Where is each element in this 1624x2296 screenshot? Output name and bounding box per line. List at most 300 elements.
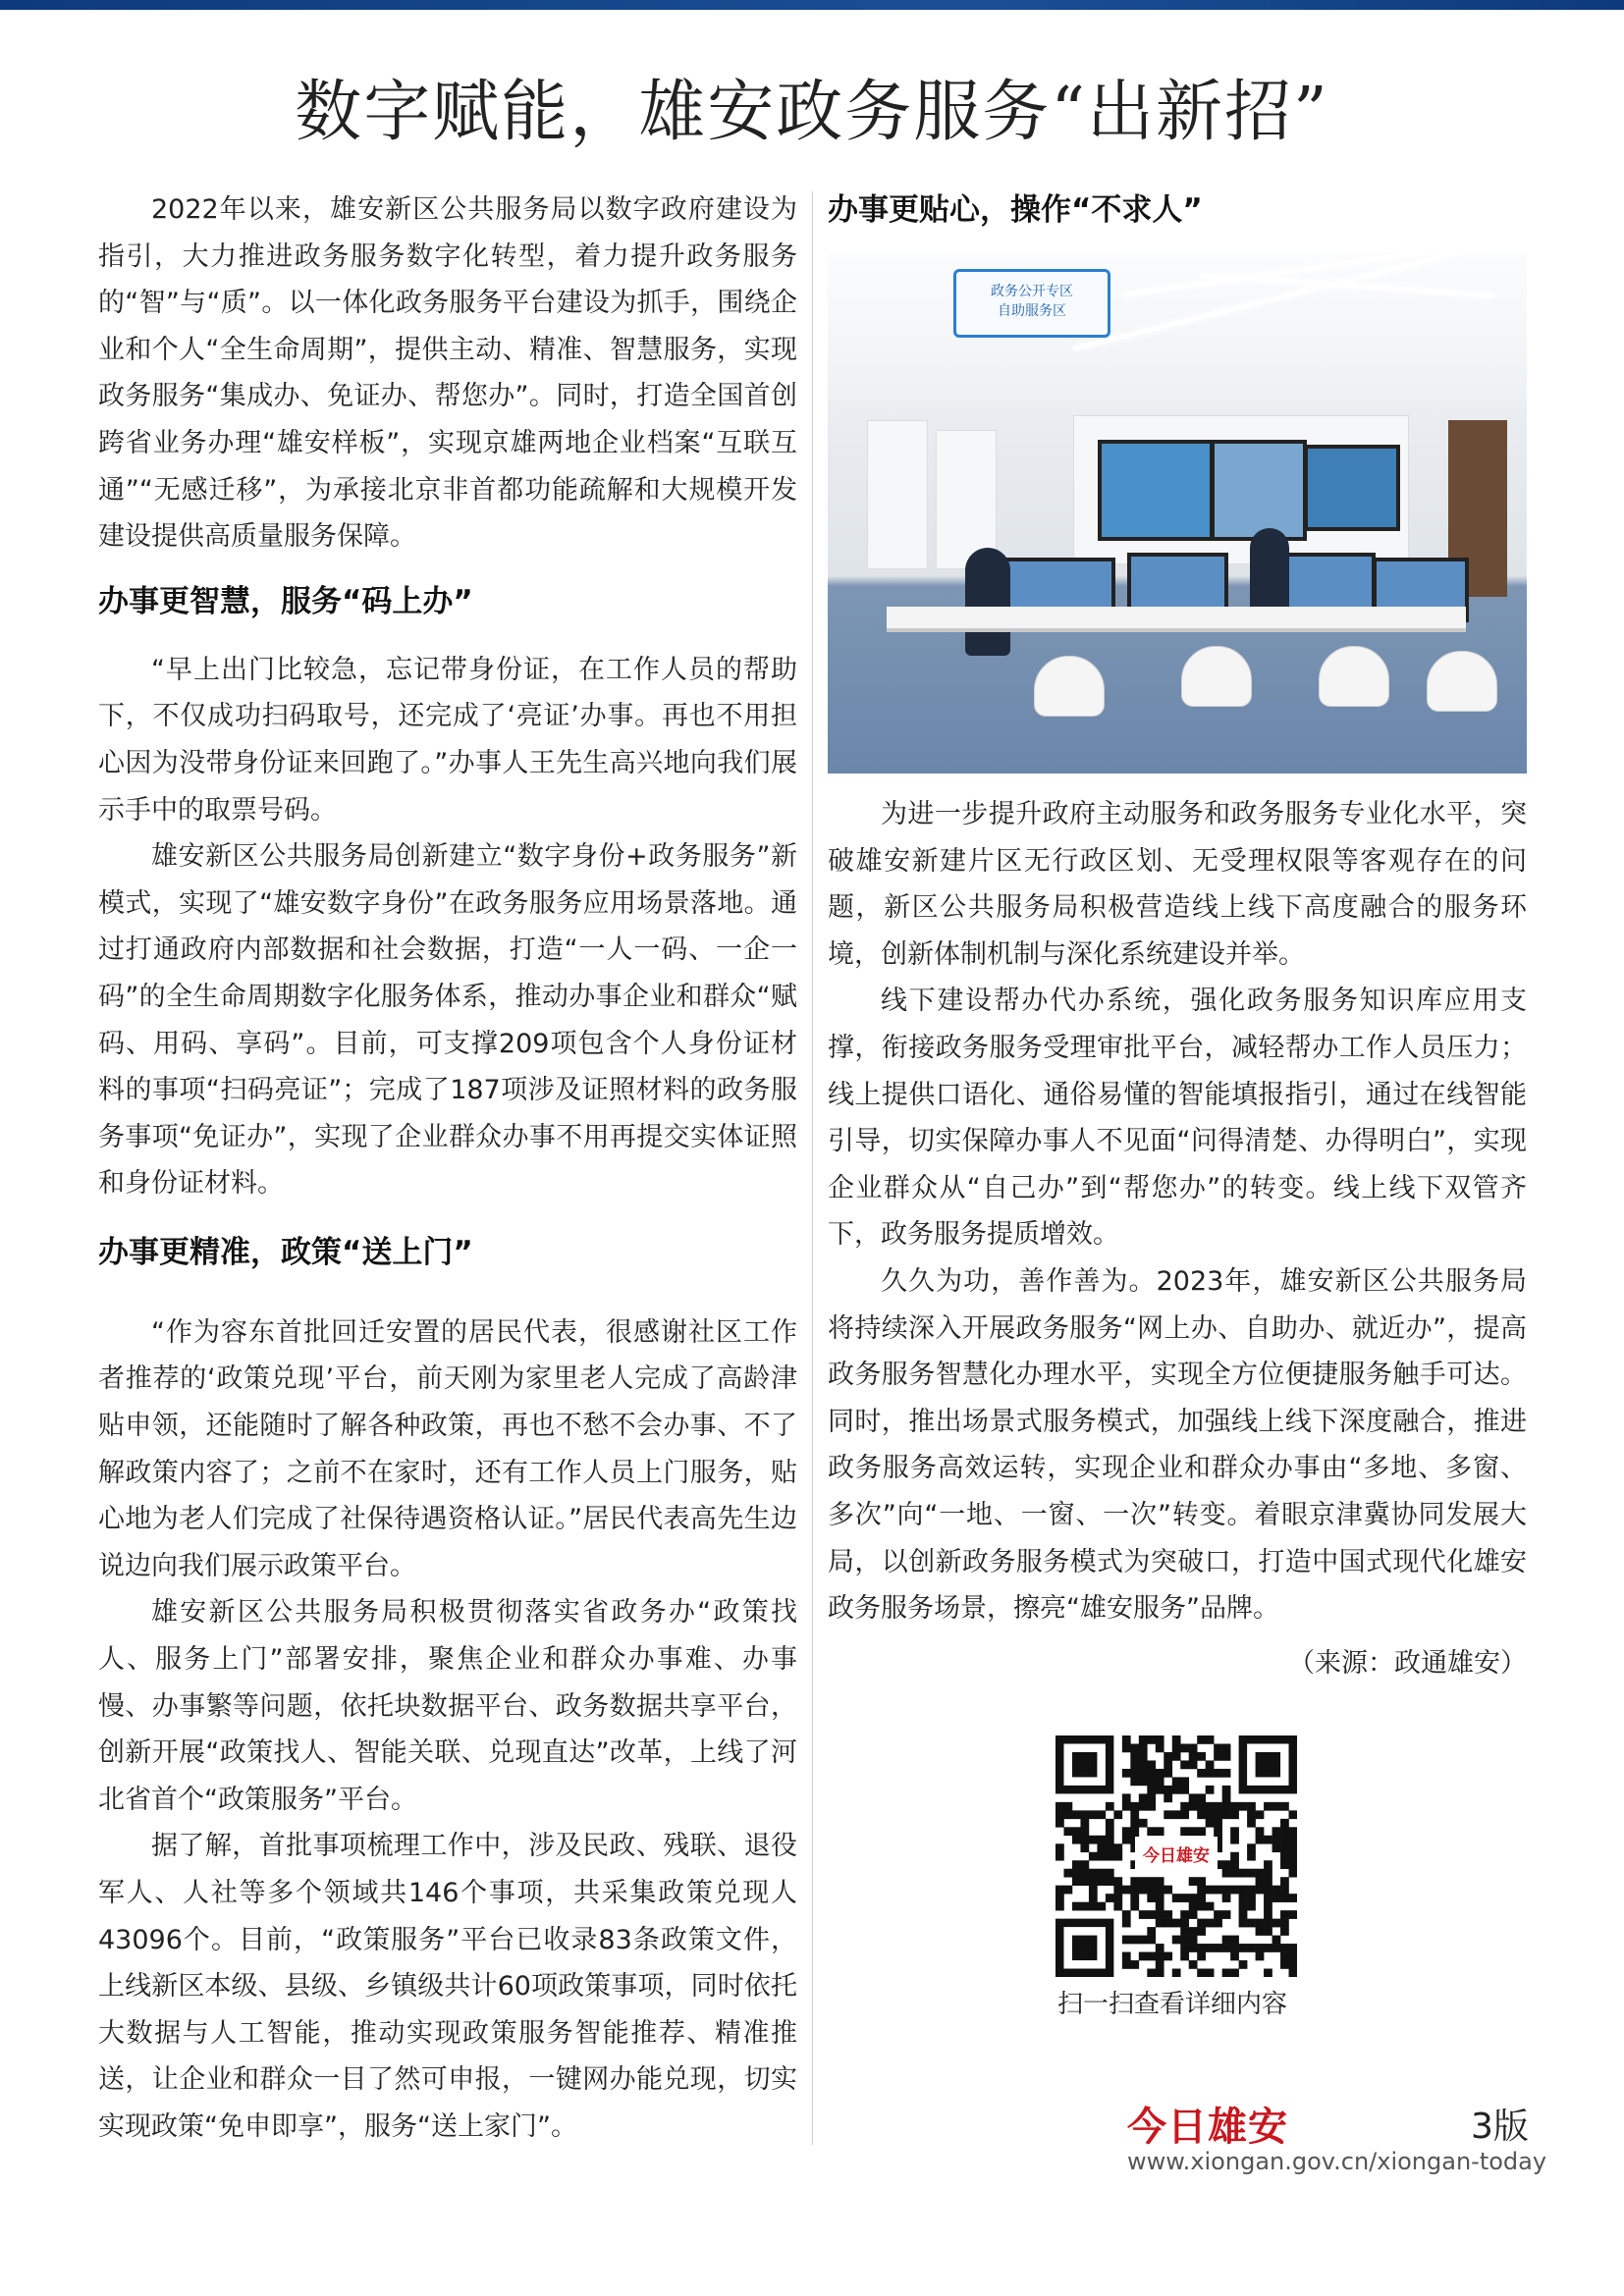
- intro-paragraph: 2022年以来，雄安新区公共服务局以数字政府建设为指引，大力推进政务服务数字化转型，着力提升政务服务的“智”与“质”。以一体化政务服务平台建设为抓手，围绕企业和个人“全生命周期”，提供主动、精准、智慧服务，实现政务服务“集成办、免证办、帮您办”。同时，打造全国首创跨省业务办理“雄安样板”，实现京雄两地企业档案“互联互通”“无感迁移”，为承接北京非首都功能疏解和大规模开发建设提供高质量服务保障。: [98, 194, 797, 553]
- kiosk: [867, 420, 928, 569]
- qr-module: [1122, 1793, 1131, 1802]
- qr-module: [1197, 1952, 1206, 1961]
- qr-module: [1113, 1843, 1122, 1852]
- qr-module: [1164, 1786, 1172, 1794]
- qr-module: [1130, 1877, 1139, 1886]
- chair: [1319, 646, 1389, 707]
- qr-module: [1072, 1836, 1081, 1844]
- qr-module: [1247, 1944, 1256, 1952]
- staff-person: [1250, 528, 1289, 616]
- qr-module: [1189, 1752, 1198, 1761]
- qr-caption: 扫一扫查看详细内容: [1056, 1990, 1287, 2019]
- qr-module: [1147, 1827, 1156, 1836]
- qr-module: [1289, 1969, 1297, 1977]
- qr-module: [1172, 1936, 1181, 1945]
- wall-screen: [1304, 445, 1400, 531]
- qr-module: [1097, 1869, 1106, 1878]
- qr-module: [1222, 1786, 1231, 1794]
- qr-module: [1230, 1802, 1239, 1811]
- qr-module: [1122, 1743, 1131, 1752]
- qr-module: [1072, 1902, 1081, 1911]
- qr-module: [1063, 1827, 1072, 1836]
- qr-module: [1056, 1902, 1064, 1911]
- qr-module: [1289, 1944, 1297, 1952]
- qr-module: [1197, 1735, 1206, 1744]
- qr-module: [1214, 1810, 1222, 1819]
- qr-module: [1280, 1894, 1289, 1902]
- qr-module: [1156, 1777, 1164, 1786]
- qr-module: [1214, 1819, 1222, 1828]
- qr-module: [1172, 1743, 1181, 1752]
- qr-module: [1106, 1869, 1114, 1878]
- qr-module: [1222, 1910, 1231, 1919]
- qr-module: [1063, 1802, 1072, 1811]
- masthead-logo: 今日雄安: [1127, 2104, 1288, 2150]
- qr-module: [1197, 1802, 1206, 1811]
- qr-module: [1156, 1769, 1164, 1778]
- qr-module: [1164, 1910, 1172, 1919]
- qr-module: [1130, 1743, 1139, 1752]
- qr-module: [1172, 1735, 1181, 1744]
- qr-module: [1230, 1810, 1239, 1819]
- qr-module: [1180, 1777, 1189, 1786]
- qr-module: [1214, 1910, 1222, 1919]
- section2-paragraph-1: “作为容东首批回迁安置的居民代表，很感谢社区工作者推荐的‘政策兑现’平台，前天刚为家里老人完成了高龄津贴申领，还能随时了解各种政策，再也不愁不会办事、不了解政策内容了；之前不在家时，还有工作人员上门服务，贴心地为老人们完成了社保待遇资格认证。”居民代表高先生边说边向我们展示政策平台。: [98, 1316, 797, 1581]
- qr-module: [1239, 1869, 1248, 1878]
- qr-finder-square: [1072, 1752, 1097, 1777]
- qr-module: [1197, 1894, 1206, 1902]
- qr-module: [1289, 1869, 1297, 1878]
- service-hall-photo: [828, 253, 1527, 774]
- qr-module: [1289, 1810, 1297, 1819]
- qr-module: [1106, 1843, 1114, 1852]
- qr-module: [1139, 1886, 1148, 1895]
- qr-module: [1280, 1952, 1289, 1961]
- qr-module: [1264, 1802, 1272, 1811]
- qr-module: [1080, 1827, 1089, 1836]
- qr-module: [1164, 1760, 1172, 1769]
- qr-module: [1222, 1969, 1231, 1977]
- qr-module: [1180, 1827, 1189, 1836]
- qr-module: [1289, 1860, 1297, 1869]
- qr-module: [1247, 1810, 1256, 1819]
- qr-module: [1156, 1952, 1164, 1961]
- qr-module: [1264, 1969, 1272, 1977]
- qr-module: [1147, 1969, 1156, 1977]
- qr-module: [1147, 1910, 1156, 1919]
- qr-module: [1206, 1735, 1215, 1744]
- qr-module: [1197, 1944, 1206, 1952]
- qr-module: [1214, 1919, 1222, 1928]
- qr-module: [1130, 1960, 1139, 1969]
- qr-module: [1089, 1810, 1098, 1819]
- qr-module: [1106, 1819, 1114, 1828]
- section3-paragraph-3: 久久为功，善作善为。2023年，雄安新区公共服务局将持续深入开展政务服务“网上办、自助办、就近办”，提高政务服务智慧化办理水平，实现全方位便捷服务触手可达。同时，推出场景式服务模式，加强线上线下深度融合，推进政务服务高效运转，实现企业和群众办事由“多地、多窗、多次”向“一地、一窗、一次”转变。着眼京津冀协同发展大局，以创新政务服务模式为突破口，打造中国式现代化雄安政务服务场景，擦亮“雄安服务”品牌。: [828, 1265, 1527, 1625]
- qr-module: [1222, 1860, 1231, 1869]
- page-headline: 数字赋能，雄安政务服务“出新招”: [295, 74, 1329, 151]
- qr-module: [1172, 1894, 1181, 1902]
- qr-module: [1180, 1760, 1189, 1769]
- qr-module: [1122, 1910, 1131, 1919]
- qr-module: [1197, 1902, 1206, 1911]
- qr-module: [1072, 1869, 1081, 1878]
- qr-module: [1139, 1769, 1148, 1778]
- qr-module: [1056, 1810, 1064, 1819]
- qr-module: [1164, 1769, 1172, 1778]
- qr-module: [1156, 1960, 1164, 1969]
- qr-module: [1172, 1810, 1181, 1819]
- qr-module: [1239, 1886, 1248, 1895]
- qr-module: [1256, 1869, 1265, 1878]
- qr-module: [1264, 1836, 1272, 1844]
- qr-module: [1280, 1843, 1289, 1852]
- qr-module: [1222, 1936, 1231, 1945]
- qr-module: [1156, 1735, 1164, 1744]
- qr-module: [1264, 1944, 1272, 1952]
- qr-module: [1214, 1743, 1222, 1752]
- qr-module: [1264, 1919, 1272, 1928]
- qr-module: [1264, 1927, 1272, 1936]
- qr-module: [1230, 1869, 1239, 1878]
- qr-module: [1197, 1827, 1206, 1836]
- qr-module: [1072, 1810, 1081, 1819]
- qr-module: [1097, 1836, 1106, 1844]
- qr-module: [1147, 1886, 1156, 1895]
- qr-module: [1147, 1952, 1156, 1961]
- qr-module: [1214, 1827, 1222, 1836]
- qr-module: [1080, 1810, 1089, 1819]
- chair: [1181, 646, 1252, 707]
- qr-module: [1230, 1952, 1239, 1961]
- qr-module: [1080, 1836, 1089, 1844]
- qr-module: [1222, 1810, 1231, 1819]
- qr-module: [1272, 1802, 1281, 1811]
- qr-module: [1097, 1852, 1106, 1861]
- qr-module: [1122, 1919, 1131, 1928]
- left-column: [98, 187, 797, 2151]
- qr-module: [1147, 1777, 1156, 1786]
- column-divider: [812, 191, 813, 2145]
- qr-module: [1256, 1886, 1265, 1895]
- page-number: 3版: [1471, 2107, 1529, 2147]
- qr-module: [1214, 1944, 1222, 1952]
- qr-module: [1063, 1886, 1072, 1895]
- qr-module: [1289, 1894, 1297, 1902]
- qr-module: [1180, 1936, 1189, 1945]
- qr-module: [1139, 1793, 1148, 1802]
- qr-module: [1256, 1944, 1265, 1952]
- qr-module: [1280, 1877, 1289, 1886]
- qr-module: [1189, 1960, 1198, 1969]
- section-heading-precise-policy: 办事更精准，政策“送上门”: [98, 1234, 473, 1270]
- right-column: [828, 187, 1527, 1683]
- qr-module: [1180, 1810, 1189, 1819]
- qr-module: [1280, 1827, 1289, 1836]
- qr-module: [1122, 1802, 1131, 1811]
- qr-module: [1180, 1919, 1189, 1928]
- qr-module: [1156, 1969, 1164, 1977]
- qr-module: [1272, 1944, 1281, 1952]
- qr-module: [1172, 1786, 1181, 1794]
- qr-module: [1247, 1819, 1256, 1828]
- section3-paragraph-1: 为进一步提升政府主动服务和政务服务专业化水平，突破雄安新建片区无行政区划、无受理权限等客观存在的问题，新区公共服务局积极营造线上线下高度融合的服务环境，创新体制机制与深化系统建设并举。: [828, 799, 1527, 970]
- qr-module: [1214, 1769, 1222, 1778]
- section2-paragraph-3: 据了解，首批事项梳理工作中，涉及民政、残联、退役军人、人社等多个领域共146个事项，共采集政策兑现人43096个。目前，“政策服务”平台已收录83条政策文件，上线新区本级、县级、乡镇级共计60项政策事项，同时依托大数据与人工智能，推动实现政策服务智能推荐、精准推送，让企业和群众一目了然可申报，一键网办能兑现，切实实现政策“免申即享”，服务“送上家门”。: [98, 1831, 797, 2142]
- qr-module: [1180, 1944, 1189, 1952]
- qr-module: [1256, 1927, 1265, 1936]
- qr-module: [1239, 1802, 1248, 1811]
- qr-module: [1080, 1819, 1089, 1828]
- qr-module: [1189, 1827, 1198, 1836]
- section3-paragraph-2: 线下建设帮办代办系统，强化政务服务知识库应用支撑，衔接政务服务受理审批平台，减轻帮办工作人员压力；线上提供口语化、通俗易懂的智能填报指引，通过在线智能引导，切实保障办事人不见面“问得清楚、办得明白”，实现企业群众从“自己办”到“帮您办”的转变。线上线下双管齐下，政务服务提质增效。: [828, 986, 1527, 1251]
- qr-module: [1139, 1936, 1148, 1945]
- qr-module: [1172, 1752, 1181, 1761]
- qr-module: [1106, 1894, 1114, 1902]
- qr-module: [1189, 1760, 1198, 1769]
- qr-module: [1147, 1802, 1156, 1811]
- qr-module: [1256, 1919, 1265, 1928]
- qr-module: [1230, 1860, 1239, 1869]
- qr-module: [1147, 1936, 1156, 1945]
- qr-module: [1180, 1894, 1189, 1902]
- qr-module: [1056, 1819, 1064, 1828]
- qr-module: [1239, 1919, 1248, 1928]
- qr-module: [1113, 1886, 1122, 1895]
- section-heading-smart-service: 办事更智慧，服务“码上办”: [98, 583, 473, 619]
- section-heading-convenient-service: 办事更贴心，操作“不求人”: [828, 192, 1203, 228]
- qr-module: [1080, 1860, 1089, 1869]
- qr-finder-square: [1072, 1936, 1097, 1960]
- qr-module: [1280, 1886, 1289, 1895]
- qr-module: [1206, 1760, 1215, 1769]
- qr-module: [1222, 1869, 1231, 1878]
- qr-module: [1164, 1919, 1172, 1928]
- qr-module: [1097, 1902, 1106, 1911]
- qr-module: [1222, 1802, 1231, 1811]
- qr-module: [1080, 1869, 1089, 1878]
- qr-module: [1264, 1910, 1272, 1919]
- qr-module: [1147, 1894, 1156, 1902]
- qr-module: [1222, 1894, 1231, 1902]
- qr-module: [1197, 1810, 1206, 1819]
- qr-module: [1072, 1877, 1081, 1886]
- qr-module: [1130, 1752, 1139, 1761]
- qr-module: [1180, 1743, 1189, 1752]
- qr-module: [1206, 1769, 1215, 1778]
- qr-module: [1089, 1877, 1098, 1886]
- qr-module: [1180, 1786, 1189, 1794]
- qr-module: [1222, 1944, 1231, 1952]
- qr-finder-square: [1256, 1752, 1280, 1777]
- qr-module: [1122, 1886, 1131, 1895]
- qr-module: [1122, 1960, 1131, 1969]
- qr-module: [1272, 1894, 1281, 1902]
- qr-module: [1230, 1836, 1239, 1844]
- qr-module: [1130, 1886, 1139, 1895]
- qr-module: [1172, 1919, 1181, 1928]
- qr-module: [1089, 1869, 1098, 1878]
- qr-module: [1080, 1902, 1089, 1911]
- qr-module: [1130, 1894, 1139, 1902]
- qr-module: [1180, 1802, 1189, 1811]
- qr-module: [1247, 1852, 1256, 1861]
- qr-module: [1247, 1869, 1256, 1878]
- qr-module: [1214, 1802, 1222, 1811]
- qr-module: [1280, 1860, 1289, 1869]
- qr-module: [1272, 1836, 1281, 1844]
- qr-module: [1189, 1877, 1198, 1886]
- qr-module: [1080, 1877, 1089, 1886]
- qr-module: [1164, 1952, 1172, 1961]
- qr-module: [1264, 1886, 1272, 1895]
- qr-module: [1072, 1860, 1081, 1869]
- qr-module: [1139, 1743, 1148, 1752]
- qr-module: [1189, 1743, 1198, 1752]
- qr-module: [1130, 1777, 1139, 1786]
- section1-paragraph-1: “早上出门比较急，忘记带身份证，在工作人员的帮助下，不仅成功扫码取号，还完成了‘亮证’办事。再也不用担心因为没带身份证来回跑了。”办事人王先生高兴地向我们展示手中的取票号码。: [98, 654, 797, 826]
- source-credit: （来源：政通雄安）: [1288, 1647, 1527, 1679]
- qr-module: [1189, 1910, 1198, 1919]
- qr-module: [1197, 1769, 1206, 1778]
- qr-module: [1097, 1810, 1106, 1819]
- qr-module: [1139, 1910, 1148, 1919]
- qr-module: [1239, 1910, 1248, 1919]
- qr-module: [1206, 1819, 1215, 1828]
- qr-module: [1239, 1894, 1248, 1902]
- qr-module: [1197, 1927, 1206, 1936]
- qr-module: [1156, 1786, 1164, 1794]
- footer-url[interactable]: www.xiongan.gov.cn/xiongan-today: [1127, 2148, 1547, 2175]
- qr-module: [1156, 1944, 1164, 1952]
- qr-module: [1164, 1886, 1172, 1895]
- qr-module: [1189, 1927, 1198, 1936]
- qr-module: [1206, 1810, 1215, 1819]
- qr-module: [1206, 1944, 1215, 1952]
- qr-module: [1156, 1910, 1164, 1919]
- qr-module: [1113, 1902, 1122, 1911]
- qr-module: [1156, 1743, 1164, 1752]
- qr-module: [1197, 1793, 1206, 1802]
- section1-paragraph-2: 雄安新区公共服务局创新建立“数字身份+政务服务”新模式，实现了“雄安数字身份”在政务服务应用场景落地。通过打通政府内部数据和社会数据，打造“一人一码、一企一码”的全生命周期数字化服务体系，推动办事企业和群众“赋码、用码、享码”。目前，可支撑209项包含个人身份证材料的事项“扫码亮证”；完成了187项涉及证照材料的政务服务事项“免证办”，实现了企业群众办事不用再提交实体证照和身份证材料。: [98, 841, 797, 1200]
- qr-module: [1130, 1936, 1139, 1945]
- qr-module: [1264, 1877, 1272, 1886]
- qr-module: [1147, 1793, 1156, 1802]
- qr-module: [1247, 1886, 1256, 1895]
- qr-module: [1197, 1877, 1206, 1886]
- qr-module: [1206, 1919, 1215, 1928]
- qr-module: [1122, 1735, 1131, 1744]
- wall-screen: [1098, 440, 1214, 541]
- qr-module: [1256, 1827, 1265, 1836]
- qr-module: [1089, 1902, 1098, 1911]
- qr-module: [1256, 1836, 1265, 1844]
- qr-module: [1089, 1836, 1098, 1844]
- qr-module: [1247, 1802, 1256, 1811]
- qr-module: [1189, 1894, 1198, 1902]
- qr-module: [1280, 1802, 1289, 1811]
- qr-module: [1106, 1877, 1114, 1886]
- qr-module: [1280, 1836, 1289, 1844]
- qr-module: [1113, 1810, 1122, 1819]
- qr-module: [1122, 1952, 1131, 1961]
- qr-module: [1256, 1877, 1265, 1886]
- qr-module: [1272, 1843, 1281, 1852]
- qr-module: [1089, 1894, 1098, 1902]
- qr-module: [1189, 1902, 1198, 1911]
- qr-module: [1156, 1877, 1164, 1886]
- qr-center-logo: 今日雄安: [1135, 1837, 1218, 1876]
- qr-module: [1230, 1886, 1239, 1895]
- qr-module: [1197, 1969, 1206, 1977]
- qr-module: [1147, 1877, 1156, 1886]
- qr-module: [1130, 1902, 1139, 1911]
- qr-module: [1122, 1836, 1131, 1844]
- qr-module: [1247, 1843, 1256, 1852]
- qr-module: [1230, 1852, 1239, 1861]
- qr-module: [1222, 1752, 1231, 1761]
- qr-module: [1113, 1852, 1122, 1861]
- qr-module: [1272, 1936, 1281, 1945]
- qr-module: [1180, 1952, 1189, 1961]
- qr-code[interactable]: [1056, 1735, 1297, 1977]
- qr-module: [1289, 1910, 1297, 1919]
- qr-module: [1272, 1827, 1281, 1836]
- qr-module: [1172, 1969, 1181, 1977]
- qr-module: [1147, 1927, 1156, 1936]
- qr-module: [1272, 1919, 1281, 1928]
- qr-module: [1147, 1769, 1156, 1778]
- qr-module: [1180, 1910, 1189, 1919]
- qr-module: [1139, 1802, 1148, 1811]
- qr-module: [1147, 1786, 1156, 1794]
- wall-screen: [1211, 440, 1307, 541]
- qr-module: [1206, 1786, 1215, 1794]
- qr-module: [1164, 1810, 1172, 1819]
- hall-sign: [953, 269, 1110, 338]
- qr-module: [1139, 1777, 1148, 1786]
- qr-module: [1089, 1886, 1098, 1895]
- qr-module: [1130, 1810, 1139, 1819]
- qr-module: [1222, 1793, 1231, 1802]
- qr-module: [1056, 1852, 1064, 1861]
- qr-module: [1097, 1877, 1106, 1886]
- qr-module: [1230, 1944, 1239, 1952]
- qr-module: [1239, 1944, 1248, 1952]
- qr-module: [1280, 1819, 1289, 1828]
- qr-module: [1214, 1752, 1222, 1761]
- hall-sign-line-2: 自助服务区: [998, 303, 1066, 319]
- qr-module: [1280, 1852, 1289, 1861]
- qr-module: [1147, 1760, 1156, 1769]
- qr-module: [1139, 1877, 1148, 1886]
- qr-module: [1156, 1902, 1164, 1911]
- qr-module: [1247, 1902, 1256, 1911]
- chair: [1034, 656, 1105, 717]
- qr-module: [1122, 1936, 1131, 1945]
- qr-module: [1239, 1960, 1248, 1969]
- qr-module: [1206, 1886, 1215, 1895]
- qr-module: [1130, 1819, 1139, 1828]
- ceiling: [828, 253, 1527, 400]
- chair: [1427, 651, 1497, 712]
- qr-module: [1214, 1886, 1222, 1895]
- qr-module: [1289, 1952, 1297, 1961]
- qr-module: [1156, 1894, 1164, 1902]
- staff-person: [965, 548, 1010, 656]
- qr-module: [1272, 1886, 1281, 1895]
- qr-module: [1289, 1960, 1297, 1969]
- qr-module: [1289, 1843, 1297, 1852]
